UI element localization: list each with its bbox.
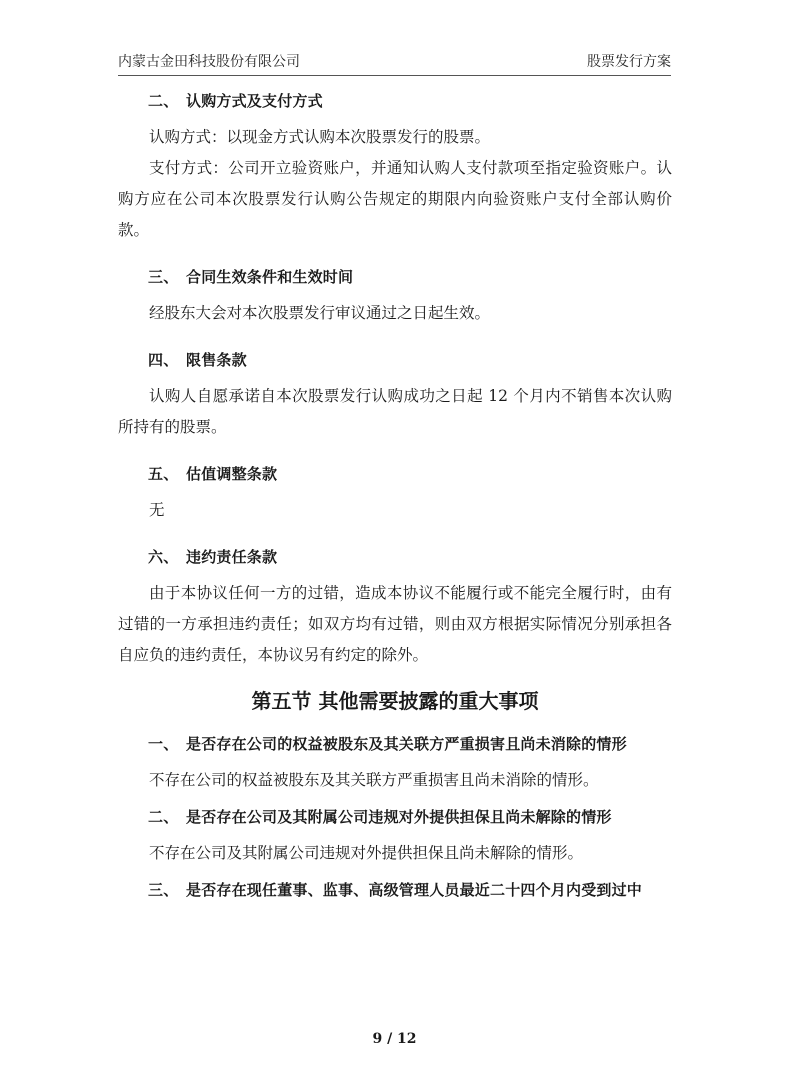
paragraph: 支付方式：公司开立验资账户，并通知认购人支付款项至指定验资账户。认购方应在公司本次股票发行认购公告规定的期限内向验资账户支付全部认购价款。 bbox=[118, 159, 672, 239]
paragraph: 认购人自愿承诺自本次股票发行认购成功之日起 12 个月内不销售本次认购所持有的股票。 bbox=[118, 387, 672, 436]
paragraph: 由于本协议任何一方的过错，造成本协议不能履行或不能完全履行时，由有过错的一方承担违约责任；如双方均有过错，则由双方根据实际情况分别承担各自应负的违约责任，本协议另有约定的除外。 bbox=[118, 584, 672, 664]
page-header bbox=[118, 50, 671, 72]
section-title: 第五节 其他需要披露的重大事项 bbox=[251, 689, 539, 713]
heading-liability: 六、 违约责任条款 bbox=[148, 548, 278, 566]
header-company: 内蒙古金田科技股份有限公司 bbox=[118, 54, 300, 70]
paragraph: 无 bbox=[149, 501, 165, 519]
paragraph: 经股东大会对本次股票发行审议通过之日起生效。 bbox=[149, 304, 491, 322]
header-doc-title: 股票发行方案 bbox=[587, 54, 671, 70]
heading-valuation: 五、 估值调整条款 bbox=[148, 465, 278, 483]
paragraph: 不存在公司及其附属公司违规对外提供担保且尚未解除的情形。 bbox=[149, 844, 584, 862]
page-number: 9 / 12 bbox=[372, 1031, 417, 1047]
heading-item-2: 二、 是否存在公司及其附属公司违规对外提供担保且尚未解除的情形 bbox=[148, 808, 612, 826]
heading-item-1: 一、 是否存在公司的权益被股东及其关联方严重损害且尚未消除的情形 bbox=[148, 735, 627, 753]
heading-payment: 二、 认购方式及支付方式 bbox=[148, 92, 323, 110]
heading-effective: 三、 合同生效条件和生效时间 bbox=[148, 268, 354, 286]
header-divider bbox=[118, 75, 671, 76]
heading-item-3: 三、 是否存在现任董事、监事、高级管理人员最近二十四个月内受到过中 bbox=[148, 881, 643, 899]
document-body bbox=[118, 84, 672, 907]
paragraph: 认购方式：以现金方式认购本次股票发行的股票。 bbox=[149, 128, 491, 146]
heading-lockup: 四、 限售条款 bbox=[148, 351, 247, 369]
paragraph: 不存在公司的权益被股东及其关联方严重损害且尚未消除的情形。 bbox=[149, 771, 599, 789]
